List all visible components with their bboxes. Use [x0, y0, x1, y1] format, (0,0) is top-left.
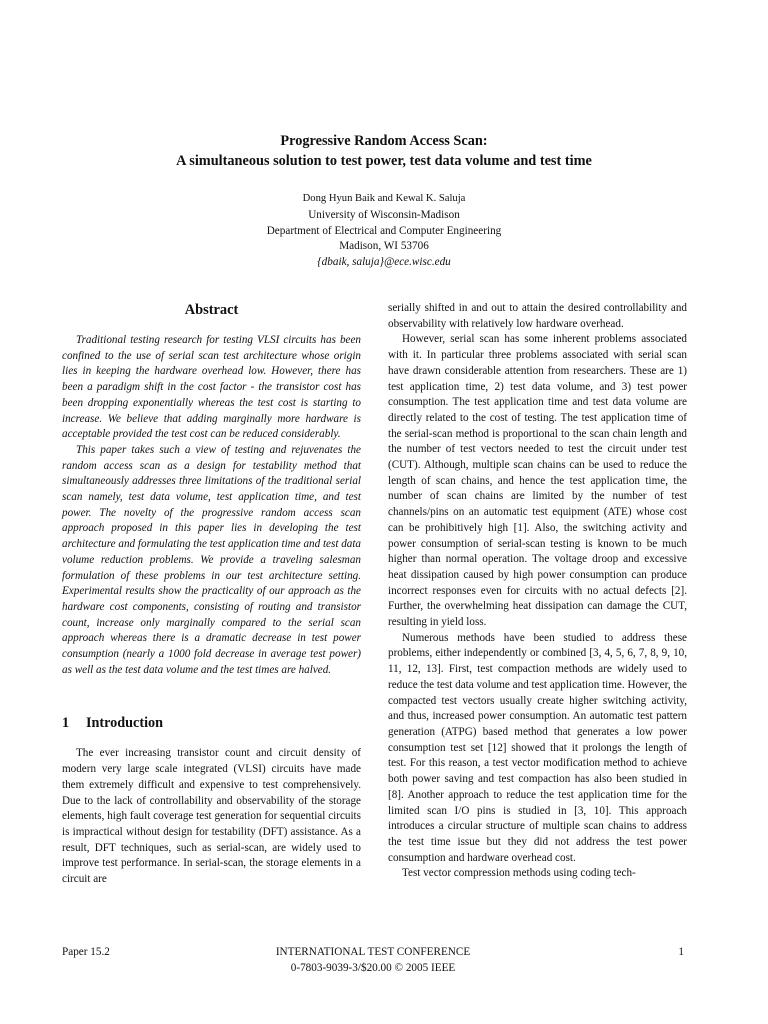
introduction-paragraph-2: However, serial scan has some inherent problems associated with it. In particular three problems associated with serial scan have drawn considerable attention from researchers. These are 1) test application time, 2) test data volume, and 3) test power consumption. The test application time and test data volume are directly related to the cost of testing. The test application time of the serial-scan method is proportional to the scan chain length and the number of test vectors needed to test the circuit under test (CUT). Although, multiple scan chains can be used to reduce the length of scan chains, and hence the test application time, the number of scan chains are limited by the number of test channels/pins on an automatic test equipment (ATE) whose cost can be prohibitively high [1]. Also, the switching activity and power consumption of serial-scan testing is known to be much higher than normal operation. The voltage droop and excessive heat dissipation caused by high power consumption can produce incorrect responses even for circuits with no actual defects [2]. Further, the overwhelming heat dissipation can damage the CUT, resulting in yield loss. — [388, 333, 687, 629]
footer-paper-id: Paper 15.2 — [62, 946, 110, 958]
abstract-body — [62, 333, 361, 678]
author-block — [0, 191, 768, 270]
footer-copyright: 0-7803-9039-3/$20.00 © 2005 IEEE — [290, 961, 456, 974]
right-column — [388, 301, 687, 882]
section-title: Introduction — [86, 715, 163, 732]
introduction-continuation: serially shifted in and out to attain the desired controllability and observability with relatively low hardware overhead. — [388, 302, 687, 330]
author-department: Department of Electrical and Computer Engineering — [266, 224, 502, 237]
author-names: Dong Hyun Baik and Kewal K. Saluja — [302, 193, 466, 204]
section-heading-introduction — [62, 714, 361, 732]
introduction-paragraph-1: The ever increasing transistor count and circuit density of modern very large scale integrated (VLSI) circuits have made them extremely difficult and expensive to test comprehensively. Due to the lack of controllability and observability of the storage elements, high fault coverage test generation for sequential circuits is impractical without design for testability (DFT) assistance. As a result, DFT techniques, such as serial-scan, are widely used to improve test performance. In serial-scan, the storage elements in a circuit are — [62, 747, 361, 886]
paper-title — [0, 131, 768, 171]
abstract-paragraph-2: This paper takes such a view of testing and rejuvenates the random access scan as a design for testability method that simultaneously addresses three limitations of the traditional serial scan namely, test data volume, test application time, and test power. The novelty of the progressive random access scan approach proposed in this paper lies in developing the test architecture and formulating the test application time and test data volume reduction problems. We provide a traveling salesman formulation of these problems in our test architecture setting. Experimental results show the practicality of our approach as the hardware cost components, consisting of routing and transistor count, increase only marginally compared to the serial scan approach whereas there is a dramatic decrease in test power consumption (nearly a 1000 fold decrease in average test power) as well as the test data volume and the test times are halved. — [62, 443, 362, 676]
author-university: University of Wisconsin-Madison — [308, 209, 460, 222]
footer-page-number: 1 — [678, 946, 684, 958]
author-email: {dbaik, saluja}@ece.wisc.edu — [317, 255, 451, 268]
left-column — [62, 301, 361, 888]
author-location: Madison, WI 53706 — [339, 240, 429, 253]
introduction-paragraph-4: Test vector compression methods using coding tech- — [402, 867, 636, 880]
paper-title-line-2: A simultaneous solution to test power, test data volume and test time — [176, 153, 592, 169]
section-number: 1 — [62, 715, 70, 732]
abstract-paragraph-1: Traditional testing research for testing VLSI circuits has been confined to the use of serial scan test architecture whose origin lies in keeping the hardware overhead low. However, there has been a paradigm shift in the cost factor - the transistor cost has been dropping exponentially whereas the test cost is starting to increase. We believe that adding marginally more hardware is acceptable provided the test cost can be reduced considerably. — [62, 334, 361, 441]
footer-conference-block — [62, 945, 684, 976]
introduction-paragraph-3: Numerous methods have been studied to address these problems, either independently or combined [3, 4, 5, 6, 7, 8, 9, 10, 11, 12, 13]. First, test compaction methods are widely used to reduce the test data volume and test application time. However, the compacted test vectors usually create higher switching activity, and thus, increased power consumption. An automatic test pattern generation (ATPG) based method that generates a low power consumption test set [12] showed that it prolongs the length of test. For this reason, a test vector modification method to achieve both power saving and test compaction has also been studied in [8]. Another approach to reduce the test application time for the limited scan I/O pins is studied in [3, 10]. This approach introduces a circular structure of multiple scan chains to address the test time issue but they did not address the test power consumption and hardware overhead cost. — [388, 631, 688, 864]
abstract-heading: Abstract — [184, 302, 239, 318]
footer-conference: INTERNATIONAL TEST CONFERENCE — [275, 946, 471, 958]
paper-title-line-1: Progressive Random Access Scan: — [280, 133, 488, 149]
